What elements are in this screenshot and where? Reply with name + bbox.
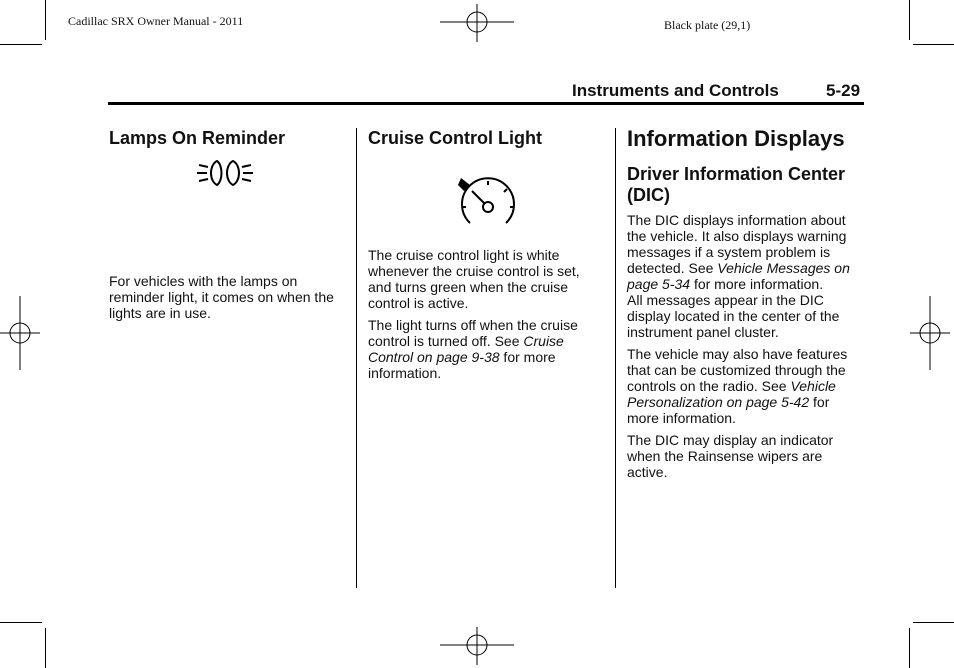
running-header-left: Cadillac SRX Owner Manual - 2011: [68, 14, 244, 28]
header-rule: [108, 102, 864, 105]
registration-mark-icon: [910, 296, 950, 370]
registration-mark-icon: [440, 627, 514, 665]
cruise-control-reference-link[interactable]: Cruise Control on page 9‑38: [368, 333, 564, 365]
heading-driver-information-center: Driver Information Center (DIC): [627, 164, 846, 205]
heading-cruise-control-light: Cruise Control Light: [368, 128, 542, 148]
dic-text-1: The DIC displays information about the vehicle. It also displays warning messages if a system problem is detected. See Vehicle Messages on page 5‑34 for more information.: [627, 212, 850, 292]
registration-mark-icon: [0, 296, 40, 370]
crop-mark: [909, 0, 910, 40]
lamps-on-indicator-icon: [195, 151, 259, 195]
cruise-control-speedometer-icon: [456, 175, 520, 235]
crop-mark: [0, 44, 42, 45]
crop-mark: [913, 44, 954, 45]
dic-text-1b: All messages appear in the DIC display located in the center of the instrument panel cluster.: [627, 292, 840, 340]
cruise-control-text-1: The cruise control light is white whenever the cruise control is set, and turns green when the cruise control is active.: [368, 247, 580, 311]
registration-mark-icon: [440, 4, 514, 42]
column-divider: [356, 128, 357, 588]
column-lamps-on-reminder: [109, 128, 341, 327]
cruise-control-text-2: The light turns off when the cruise control is turned off. See Cruise Control on page 9‑38 for more information.: [368, 317, 578, 381]
page-number: 5-29: [826, 81, 861, 100]
vehicle-personalization-reference-link[interactable]: Vehicle Personalization on page 5‑42: [627, 378, 836, 410]
crop-mark: [909, 628, 910, 668]
crop-mark: [45, 628, 46, 668]
dic-text-3: The DIC may display an indicator when the Rainsense wipers are active.: [627, 432, 834, 480]
section-title: Instruments and Controls: [572, 81, 779, 100]
running-header-right: Black plate (29,1): [664, 18, 751, 32]
crop-mark: [45, 0, 46, 40]
heading-lamps-on-reminder: Lamps On Reminder: [109, 128, 286, 148]
dic-text-2: The vehicle may also have features that can be customized through the controls on the radio. See Vehicle Personalization on page 5‑42 for more information.: [627, 346, 848, 426]
column-cruise-control-light: [368, 128, 598, 387]
crop-mark: [913, 622, 954, 623]
vehicle-messages-reference-link[interactable]: Vehicle Messages on page 5‑34: [627, 260, 850, 292]
column-information-displays: [627, 126, 865, 486]
column-divider: [615, 128, 616, 588]
lamps-on-reminder-text: For vehicles with the lamps on reminder light, it comes on when the lights are in use.: [109, 273, 334, 321]
heading-information-displays: Information Displays: [627, 126, 845, 151]
crop-mark: [0, 622, 42, 623]
